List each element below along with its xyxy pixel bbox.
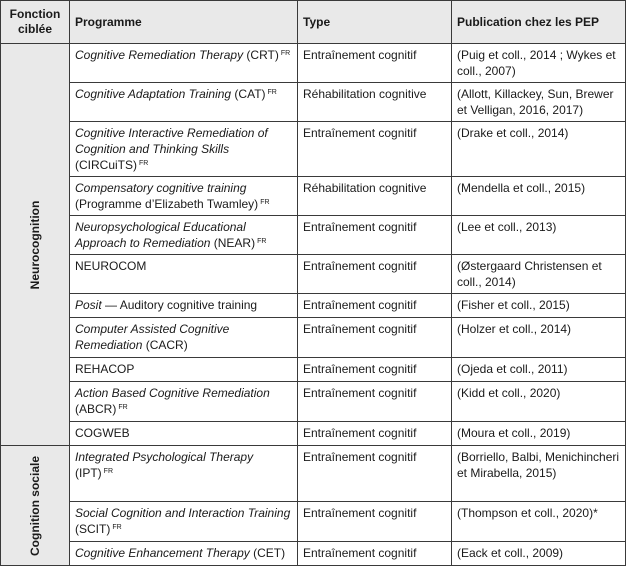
publication-cell: (Puig et coll., 2014 ; Wykes et coll., 2007) <box>452 44 626 83</box>
type-cell: Entraînement cognitif <box>298 255 452 294</box>
program-cell <box>70 318 298 358</box>
program-cell <box>70 358 298 382</box>
publication-cell: (Ojeda et coll., 2011) <box>452 358 626 382</box>
program-cell <box>70 294 298 318</box>
publication-cell: (Østergaard Christensen et coll., 2014) <box>452 255 626 294</box>
fr-marker: FR <box>260 199 270 206</box>
header-publication: Publication chez les PEP <box>452 1 626 44</box>
program-name-plain: (CIRCuiTS) <box>75 158 137 172</box>
table-row <box>1 446 626 502</box>
program-name-plain: COGWEB <box>75 426 130 440</box>
program-name-plain: (SCIT) <box>75 522 111 536</box>
program-name-italic: Social Cognition and Interaction Training <box>75 506 291 520</box>
program-cell <box>70 177 298 216</box>
program-name-plain: (CACR) <box>142 338 188 352</box>
header-program: Programme <box>70 1 298 44</box>
publication-cell: (Holzer et coll., 2014) <box>452 318 626 358</box>
program-name-italic: Integrated Psychological Therapy <box>75 450 254 464</box>
table-row <box>1 83 626 122</box>
program-name-italic: Cognitive Remediation Therapy <box>75 48 244 62</box>
publication-cell: (Allott, Killackey, Sun, Brewer et Velligan, 2016, 2017) <box>452 83 626 122</box>
program-name-plain: — Auditory cognitive training <box>101 298 258 312</box>
type-cell: Réhabilitation cognitive <box>298 177 452 216</box>
type-cell: Entraînement cognitif <box>298 216 452 255</box>
publication-cell: (Mendella et coll., 2015) <box>452 177 626 216</box>
program-name-italic: Posit <box>75 298 102 312</box>
program-name-plain: (CAT) <box>231 87 266 101</box>
table-row <box>1 122 626 177</box>
program-cell <box>70 216 298 255</box>
table-row <box>1 255 626 294</box>
program-cell <box>70 542 298 566</box>
table-row <box>1 422 626 446</box>
program-cell <box>70 122 298 177</box>
program-name-plain: (IPT) <box>75 466 102 480</box>
table-row <box>1 382 626 422</box>
type-cell: Entraînement cognitif <box>298 122 452 177</box>
header-row <box>1 1 626 44</box>
type-cell: Entraînement cognitif <box>298 422 452 446</box>
fr-marker: FR <box>267 89 277 96</box>
header-type: Type <box>298 1 452 44</box>
publication-cell: (Moura et coll., 2019) <box>452 422 626 446</box>
program-name-plain: (NEAR) <box>210 236 256 250</box>
program-name-plain: REHACOP <box>75 362 135 376</box>
fr-marker: FR <box>103 468 114 475</box>
type-cell: Entraînement cognitif <box>298 382 452 422</box>
type-cell: Entraînement cognitif <box>298 446 452 502</box>
program-name-italic: Compensatory cognitive training <box>75 181 247 195</box>
fr-marker: FR <box>139 160 149 167</box>
publication-cell: (Eack et coll., 2009) <box>452 542 626 566</box>
header-function: Fonction ciblée <box>1 1 70 44</box>
publication-cell: (Drake et coll., 2014) <box>452 122 626 177</box>
program-name-plain: (ABCR) <box>75 402 117 416</box>
publication-cell: (Kidd et coll., 2020) <box>452 382 626 422</box>
program-name-plain: (CRT) <box>243 48 279 62</box>
fr-marker: FR <box>257 238 267 245</box>
publication-cell: (Thompson et coll., 2020)* <box>452 502 626 542</box>
group-social-cognition <box>1 446 70 566</box>
program-name-italic: Cognitive Enhancement Therapy <box>75 546 250 560</box>
table-row <box>1 177 626 216</box>
program-cell <box>70 44 298 83</box>
program-name-italic: Action Based Cognitive Remediation <box>75 386 270 400</box>
program-cell <box>70 446 298 502</box>
fr-marker: FR <box>112 524 122 531</box>
group-label: Cognition sociale <box>28 455 42 556</box>
program-name-italic: Neuropsychological Educational Approach to Remediation <box>75 220 246 250</box>
type-cell: Entraînement cognitif <box>298 294 452 318</box>
publication-cell: (Fisher et coll., 2015) <box>452 294 626 318</box>
program-cell <box>70 255 298 294</box>
group-neurocognition <box>1 44 70 446</box>
publication-cell: (Lee et coll., 2013) <box>452 216 626 255</box>
table-row <box>1 44 626 83</box>
fr-marker: FR <box>118 404 128 411</box>
group-label: Neurocognition <box>28 200 42 289</box>
program-cell <box>70 83 298 122</box>
program-name-italic: Computer Assisted Cognitive Remediation <box>75 322 230 352</box>
table-row <box>1 318 626 358</box>
fr-marker: FR <box>280 50 291 57</box>
table-row <box>1 358 626 382</box>
table-row <box>1 502 626 542</box>
type-cell: Réhabilitation cognitive <box>298 83 452 122</box>
table-row <box>1 216 626 255</box>
program-name-plain: NEUROCOM <box>75 259 147 273</box>
table-row <box>1 294 626 318</box>
type-cell: Entraînement cognitif <box>298 502 452 542</box>
type-cell: Entraînement cognitif <box>298 318 452 358</box>
program-name-plain: (Programme d’Elizabeth Twamley) <box>75 197 259 211</box>
program-name-plain: (CET) <box>249 546 286 560</box>
program-cell <box>70 422 298 446</box>
table-row <box>1 542 626 566</box>
program-name-italic: Cognitive Adaptation Training <box>75 87 232 101</box>
program-name-italic: Cognitive Interactive Remediation of Cognition and Thinking Skills <box>75 126 268 156</box>
type-cell: Entraînement cognitif <box>298 44 452 83</box>
type-cell: Entraînement cognitif <box>298 542 452 566</box>
program-cell <box>70 502 298 542</box>
type-cell: Entraînement cognitif <box>298 358 452 382</box>
publication-cell: (Borriello, Balbi, Menichincheri et Mirabella, 2015) <box>452 446 626 502</box>
program-cell <box>70 382 298 422</box>
